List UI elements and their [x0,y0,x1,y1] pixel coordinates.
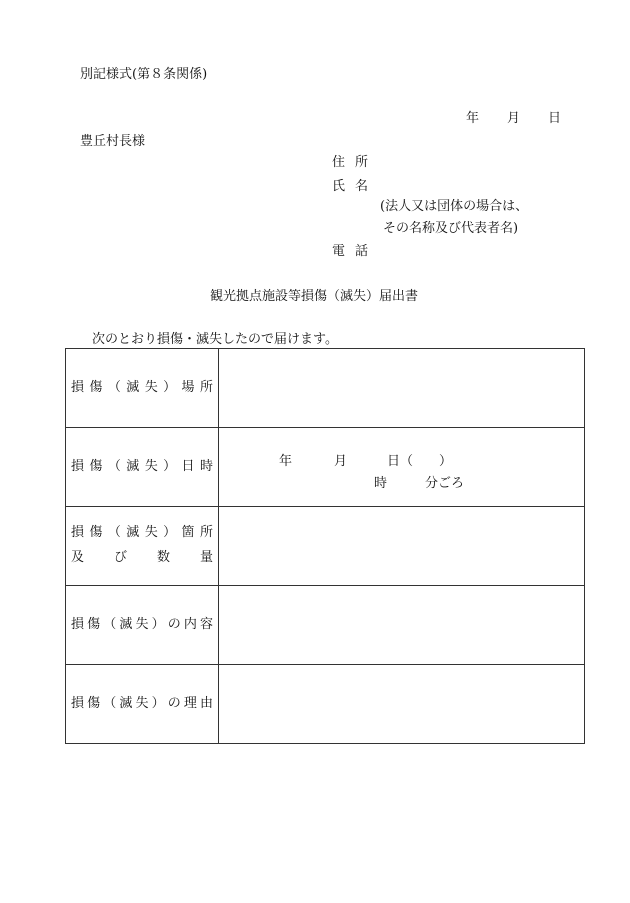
row-label-location [66,349,219,428]
row-label-details [66,586,219,665]
row-label-datetime [66,428,219,507]
row-label-text: 損傷（滅失）の内容 [71,616,213,632]
submission-date [466,112,561,125]
corporate-note-line1: (法人又は団体の場合は、 [380,199,529,214]
row-label-reason [66,665,219,744]
corporate-note-line2: その名称及び代表者名) [383,221,519,236]
dt-weekday-close: ） [439,454,453,469]
table-row [66,349,585,428]
parts-quantity-value-cell[interactable] [219,507,585,586]
dt-hour-label: 時 [374,476,388,491]
row-label-text: 損傷（滅失）箇所 [71,525,213,541]
phone-label: 電話 [332,244,379,259]
table-row [66,586,585,665]
row-label-text: 損傷（滅失）の理由 [71,695,213,711]
address-label: 住所 [332,155,379,170]
dt-minute-label: 分ごろ [425,476,465,491]
datetime-value-cell[interactable] [219,428,585,507]
row-label-text: 損傷（滅失）日時 [71,458,213,474]
datetime-time-line [374,472,464,491]
dt-day-label: 日（ [387,454,414,469]
report-table [65,348,585,744]
name-label: 氏名 [332,179,379,194]
reason-value-cell[interactable] [219,665,585,744]
dt-month-label: 月 [334,454,348,469]
table-row [66,665,585,744]
addressee: 豊丘村長様 [80,134,146,149]
row-label-parts-quantity [66,507,219,586]
dt-year-label: 年 [279,454,293,469]
table-row [66,428,585,507]
form-reference: 別記様式(第８条関係) [80,67,208,82]
details-value-cell[interactable] [219,586,585,665]
row-label-text: 損傷（滅失）場所 [71,379,213,395]
row-label-text-line2: 及び数量 [71,550,213,565]
date-month-label: 月 [507,111,521,126]
table-row [66,507,585,586]
document-title: 観光拠点施設等損傷（滅失）届出書 [210,289,419,304]
date-year-label: 年 [466,111,480,126]
location-value-cell[interactable] [219,349,585,428]
intro-text: 次のとおり損傷・滅失したので届けます。 [92,332,338,347]
datetime-date-line [279,450,452,469]
date-day-label: 日 [548,111,562,126]
